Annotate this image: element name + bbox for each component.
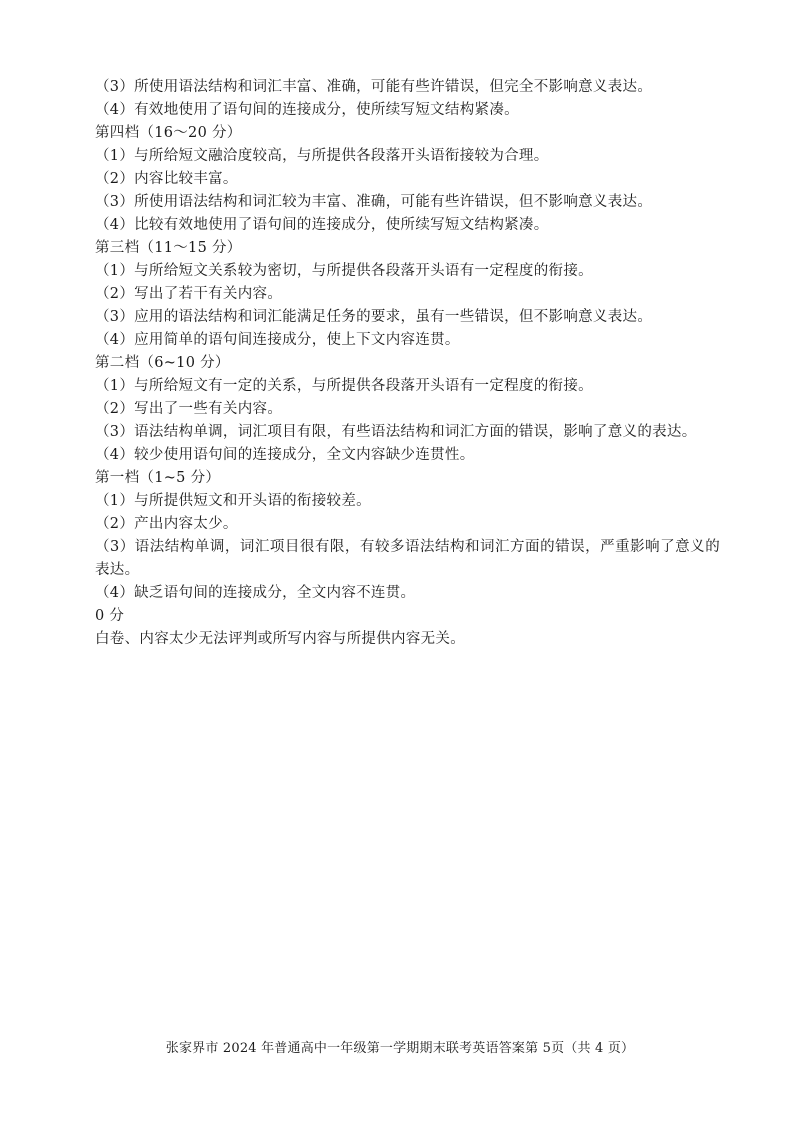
grade-band-heading: 第三档（11～15 分） <box>95 240 242 256</box>
criterion-item: （3）所使用语法结构和词汇丰富、准确，可能有些许错误，但完全不影响意义表达。 <box>95 79 653 95</box>
page-footer: 张家界市 2024 年普通高中一年级第一学期期末联考英语答案第 5页（共 4 页） <box>165 1041 635 1056</box>
criterion-item: 白卷、内容太少无法评判或所写内容与所提供内容无关。 <box>95 631 465 647</box>
criterion-item: （3）应用的语法结构和词汇能满足任务的要求，虽有一些错误，但不影响意义表达。 <box>95 309 653 325</box>
criterion-item: （3）语法结构单调，词汇项目很有限，有较多语法结构和词汇方面的错误，严重影响了意义的表达。 <box>95 539 720 578</box>
document-body <box>95 76 720 651</box>
criterion-item: （1）与所给短文融洽度较高，与所提供各段落开头语衔接较为合理。 <box>95 148 549 164</box>
criterion-item: （3）语法结构单调，词汇项目有限，有些语法结构和词汇方面的错误，影响了意义的表达。 <box>95 424 697 440</box>
grade-band-heading: 0 分 <box>95 608 125 624</box>
criterion-item: （1）与所给短文有一定的关系，与所提供各段落开头语有一定程度的衔接。 <box>95 378 593 394</box>
grade-band-heading: 第四档（16～20 分） <box>95 125 242 141</box>
criterion-item: （4）缺乏语句间的连接成分，全文内容不连贯。 <box>95 585 416 601</box>
criterion-item: （1）与所提供短文和开头语的衔接较差。 <box>95 493 371 509</box>
criterion-item: （2）写出了若干有关内容。 <box>95 286 283 302</box>
criterion-item: （4）应用简单的语句间连接成分，使上下文内容连贯。 <box>95 332 460 348</box>
grade-band-heading: 第二档（6~10 分） <box>95 355 230 371</box>
criterion-item: （4）比较有效地使用了语句间的连接成分，使所续写短文结构紧凑。 <box>95 217 549 233</box>
criterion-item: （4）较少使用语句间的连接成分，全文内容缺少连贯性。 <box>95 447 475 463</box>
criterion-item: （2）产出内容太少。 <box>95 516 238 532</box>
criterion-item: （3）所使用语法结构和词汇较为丰富、准确，可能有些许错误，但不影响意义表达。 <box>95 194 653 210</box>
criterion-item: （4）有效地使用了语句间的连接成分，使所续写短文结构紧凑。 <box>95 102 519 118</box>
grade-band-heading: 第一档（1~5 分） <box>95 470 221 486</box>
criterion-item: （1）与所给短文关系较为密切，与所提供各段落开头语有一定程度的衔接。 <box>95 263 593 279</box>
criterion-item: （2）内容比较丰富。 <box>95 171 238 187</box>
criterion-item: （2）写出了一些有关内容。 <box>95 401 283 417</box>
